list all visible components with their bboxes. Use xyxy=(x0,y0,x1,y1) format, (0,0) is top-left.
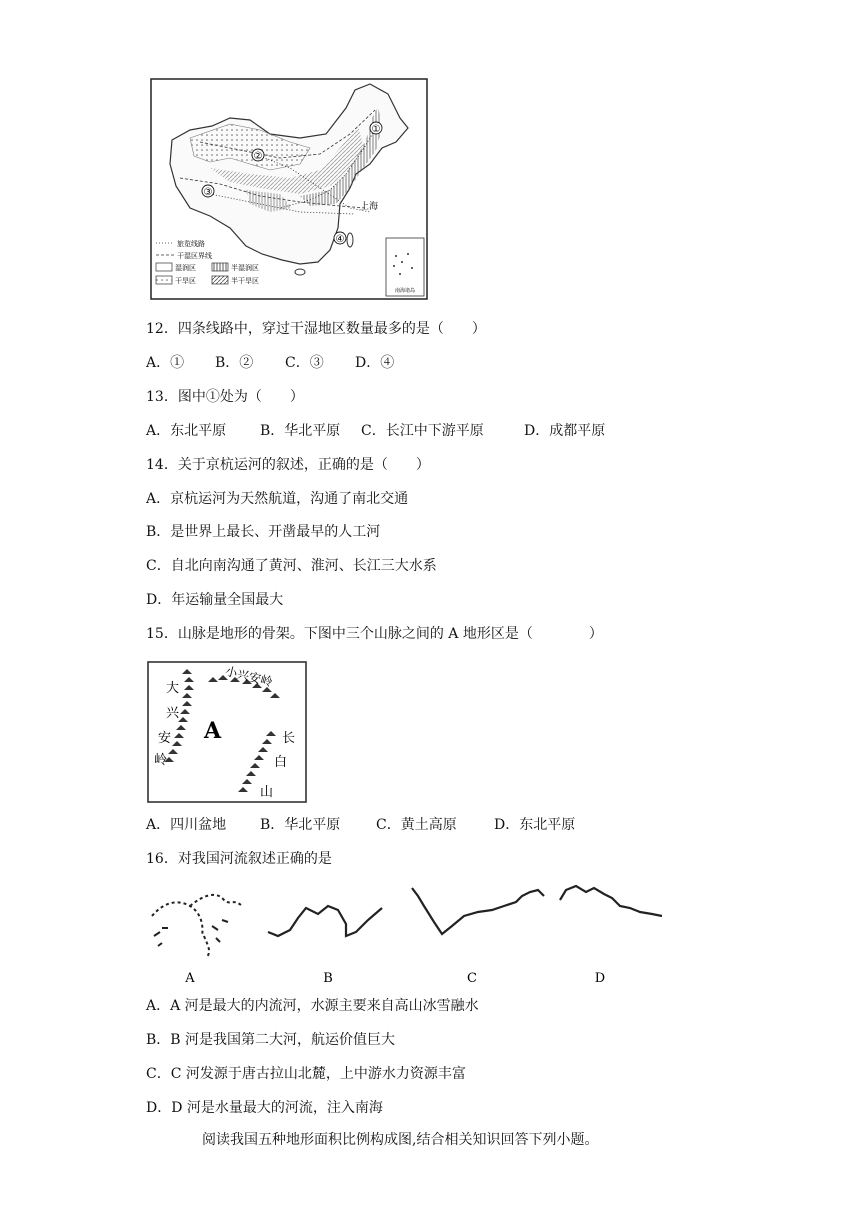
river-d-icon xyxy=(560,886,662,916)
question-13-stem: 13．图中①处为（ ） xyxy=(146,389,304,405)
q12-option-b[interactable]: B．② xyxy=(215,355,254,371)
q14-option-b[interactable]: B．是世界上最长、开凿最早的人工河 xyxy=(146,524,381,540)
svg-text:山: 山 xyxy=(260,785,274,800)
route-marker-4 xyxy=(334,232,346,245)
region-label-a: A xyxy=(204,718,222,744)
river-c-icon xyxy=(412,888,544,934)
svg-text:②: ② xyxy=(253,151,263,162)
q15-option-a[interactable]: A．四川盆地 xyxy=(146,817,227,833)
q16-option-c[interactable]: C．C 河发源于唐古拉山北麓，上中游水力资源丰富 xyxy=(146,1066,466,1082)
q12-option-c[interactable]: C．③ xyxy=(285,355,324,371)
river-label-a: A xyxy=(185,971,195,986)
svg-text:①: ① xyxy=(371,124,381,135)
rivers-figure xyxy=(142,876,668,988)
question-14-stem: 14．关于京杭运河的叙述，正确的是（ ） xyxy=(146,457,430,473)
river-label-d: D xyxy=(594,971,606,986)
route-marker-3 xyxy=(202,185,214,198)
shanghai-label: 上海 xyxy=(360,202,379,212)
q13-option-c[interactable]: C．长江中下游平原 xyxy=(361,423,484,439)
river-a-icon xyxy=(152,895,242,958)
q16-option-a[interactable]: A．A 河是最大的内流河，水源主要来自高山冰雪融水 xyxy=(146,998,479,1014)
q13-option-b[interactable]: B．华北平原 xyxy=(260,423,341,439)
northeast-mountains-map xyxy=(146,660,308,804)
q16-option-b[interactable]: B．B 河是我国第二大河，航运价值巨大 xyxy=(146,1032,396,1048)
q14-option-d[interactable]: D．年运输量全国最大 xyxy=(146,592,284,608)
question-15-stem: 15．山脉是地形的骨架。下图中三个山脉之间的 A 地形区是（ ） xyxy=(146,626,603,642)
svg-text:半湿润区: 半湿润区 xyxy=(231,264,259,272)
route-marker-2 xyxy=(252,149,264,162)
river-b-icon xyxy=(268,906,382,936)
svg-text:南海诸岛: 南海诸岛 xyxy=(394,288,416,294)
svg-text:小兴安岭: 小兴安岭 xyxy=(223,664,274,690)
svg-text:白: 白 xyxy=(274,755,288,770)
question-16-stem: 16．对我国河流叙述正确的是 xyxy=(146,851,332,867)
reading-instruction: 阅读我国五种地形面积比例构成图,结合相关知识回答下列小题。 xyxy=(202,1132,599,1148)
svg-text:大: 大 xyxy=(166,681,180,696)
q13-option-d[interactable]: D．成都平原 xyxy=(524,423,606,439)
q15-option-b[interactable]: B．华北平原 xyxy=(260,817,341,833)
svg-text:旅览线路: 旅览线路 xyxy=(177,240,205,248)
q15-option-c[interactable]: C．黄土高原 xyxy=(376,817,457,833)
q12-option-a[interactable]: A．① xyxy=(146,355,185,371)
svg-text:③: ③ xyxy=(203,187,213,198)
q14-option-a[interactable]: A．京杭运河为天然航道，沟通了南北交通 xyxy=(146,491,409,507)
svg-text:半干旱区: 半干旱区 xyxy=(231,277,259,285)
china-climate-map xyxy=(150,78,428,300)
svg-text:干旱区: 干旱区 xyxy=(175,277,196,285)
q14-option-c[interactable]: C．自北向南沟通了黄河、淮河、长江三大水系 xyxy=(146,558,437,574)
svg-text:兴: 兴 xyxy=(166,706,180,721)
svg-text:④: ④ xyxy=(335,234,345,245)
question-12-stem: 12．四条线路中，穿过干湿地区数量最多的是（ ） xyxy=(146,321,486,337)
q12-option-d[interactable]: D．④ xyxy=(355,355,395,371)
svg-text:湿润区: 湿润区 xyxy=(175,264,196,272)
south-sea-inset xyxy=(386,238,424,296)
svg-text:干湿区界线: 干湿区界线 xyxy=(177,252,212,260)
route-marker-1 xyxy=(370,122,382,135)
q15-option-d[interactable]: D．东北平原 xyxy=(494,817,576,833)
river-label-c: C xyxy=(467,971,477,986)
svg-text:长: 长 xyxy=(282,731,296,746)
q16-option-d[interactable]: D．D 河是水量最大的河流，注入南海 xyxy=(146,1100,383,1116)
q13-option-a[interactable]: A．东北平原 xyxy=(146,423,227,439)
svg-text:安: 安 xyxy=(158,731,172,746)
svg-text:岭: 岭 xyxy=(154,753,168,768)
river-label-b: B xyxy=(323,971,333,986)
